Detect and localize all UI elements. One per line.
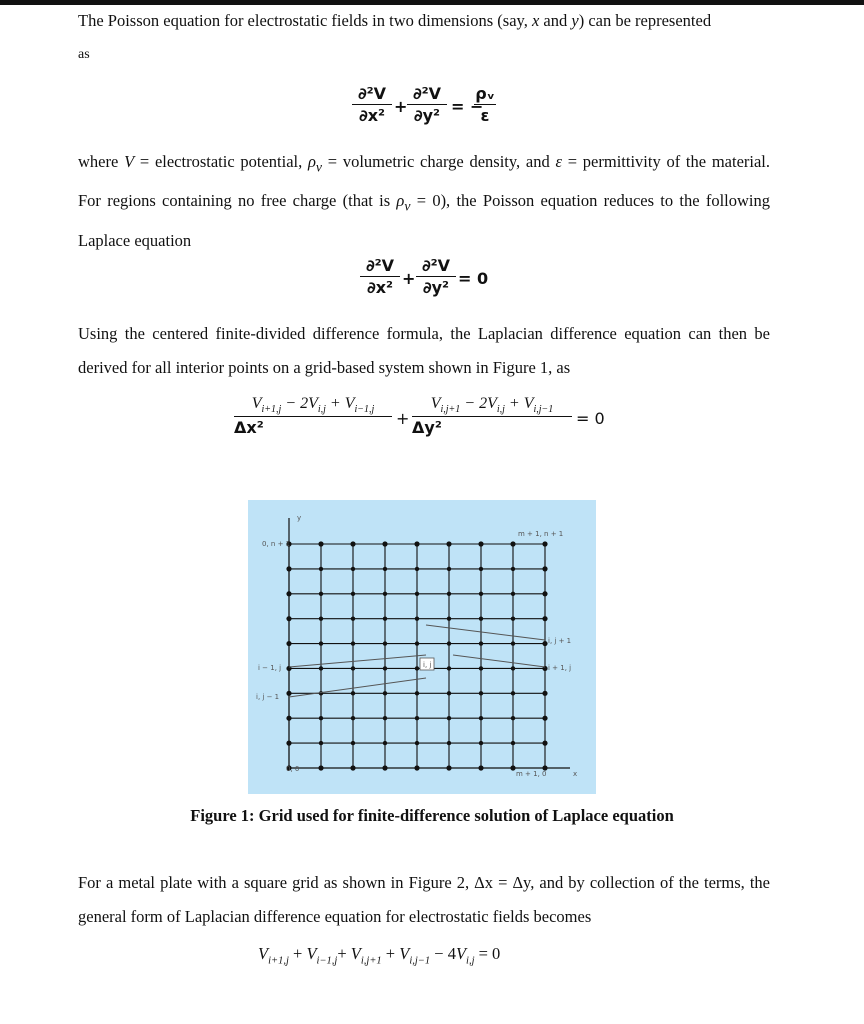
stencil-line-top	[426, 625, 545, 640]
grid-node	[479, 691, 483, 695]
fd-plus: +	[396, 409, 410, 428]
laplace-plus: +	[402, 269, 416, 288]
grid-node	[511, 641, 515, 645]
grid-node	[447, 567, 451, 571]
grid-node	[478, 765, 483, 770]
grid-node	[319, 666, 323, 670]
grid-node	[542, 716, 547, 721]
grid-node	[415, 616, 419, 620]
laplace-frac-y: $\frac{\text{∂²V}}{\text{∂y²}}$	[416, 256, 456, 297]
grid-node	[383, 716, 387, 720]
grid-node	[479, 666, 483, 670]
grid-diagram	[248, 500, 596, 794]
grid-node	[415, 641, 419, 645]
grid-node	[447, 716, 451, 720]
grid-node	[351, 716, 355, 720]
grid-node	[415, 691, 419, 695]
grid-node	[542, 616, 547, 621]
grid-node	[383, 666, 387, 670]
grid-node	[446, 765, 451, 770]
grid-node	[542, 641, 547, 646]
grid-node	[447, 641, 451, 645]
grid-node	[286, 741, 291, 746]
grid-node	[447, 666, 451, 670]
i-minus-label: i − 1, j	[258, 664, 282, 672]
grid-figure	[248, 500, 596, 794]
grid-node	[447, 741, 451, 745]
grid-node	[351, 641, 355, 645]
grid-node	[319, 616, 323, 620]
grid-node	[510, 765, 515, 770]
poisson-equals: = −	[451, 97, 484, 116]
grid-node	[318, 541, 323, 546]
fd-paragraph: Using the centered finite-divided difference formula, the Laplacian difference equation can then be derived for all interior points on a grid-based system shown in Figure 1, as	[78, 324, 770, 377]
grid-node	[511, 666, 515, 670]
stencil-line-right	[453, 655, 545, 667]
grid-node	[479, 641, 483, 645]
grid-node	[446, 541, 451, 546]
grid-node	[479, 616, 483, 620]
grid-node	[479, 741, 483, 745]
grid-node	[318, 765, 323, 770]
grid-node	[351, 592, 355, 596]
grid-node	[447, 616, 451, 620]
x-axis-label: x	[573, 770, 578, 778]
grid-node	[351, 741, 355, 745]
laplace-equals: = 0	[458, 269, 489, 288]
grid-node	[383, 616, 387, 620]
grid-node	[542, 591, 547, 596]
grid-node	[382, 541, 387, 546]
center-label: i, j	[423, 661, 432, 669]
bottom-right-label: m + 1, 0	[516, 770, 547, 778]
plate-paragraph: For a metal plate with a square grid as shown in Figure 2, Δx = Δy, and by collection of the terms, the general form of Laplacian difference equation for electrostatic fields becomes	[78, 873, 770, 926]
grid-node	[286, 566, 291, 571]
grid-node	[511, 567, 515, 571]
grid-node	[351, 567, 355, 571]
grid-node	[319, 716, 323, 720]
grid-node	[447, 691, 451, 695]
grid-node	[542, 691, 547, 696]
grid-node	[542, 566, 547, 571]
grid-node	[479, 716, 483, 720]
grid-node	[351, 616, 355, 620]
grid-node	[415, 592, 419, 596]
grid-node	[415, 741, 419, 745]
intro-paragraph: The Poisson equation for electrostatic fields in two dimensions (say, x and y) can be represented	[78, 11, 712, 30]
grid-node	[351, 666, 355, 670]
grid-node	[414, 765, 419, 770]
grid-node	[319, 567, 323, 571]
y-axis-label: y	[297, 514, 302, 522]
poisson-frac-rho: $\frac{\text{ρᵥ}}{\varepsilon}$	[475, 84, 495, 125]
stencil-line-bottom	[289, 678, 426, 697]
grid-node	[383, 592, 387, 596]
grid-node	[383, 691, 387, 695]
grid-node	[383, 567, 387, 571]
figure-caption: Figure 1: Grid used for finite-difference solution of Laplace equation	[190, 806, 674, 825]
grid-node	[447, 592, 451, 596]
grid-node	[511, 691, 515, 695]
grid-node	[542, 741, 547, 746]
i-plus-label: i + 1, j	[548, 664, 572, 672]
grid-node	[511, 741, 515, 745]
grid-node	[511, 716, 515, 720]
grid-node	[383, 641, 387, 645]
grid-node	[350, 765, 355, 770]
grid-node	[286, 641, 291, 646]
grid-node	[319, 691, 323, 695]
grid-node	[415, 716, 419, 720]
poisson-frac-x: $\frac{\text{∂²V}}{\text{∂x²}}$	[352, 84, 392, 125]
laplace-frac-x: $\frac{\text{∂²V}}{\text{∂x²}}$	[360, 256, 400, 297]
grid-node	[382, 765, 387, 770]
grid-node	[383, 741, 387, 745]
intro-paragraph-as: as	[78, 47, 90, 62]
poisson-frac-y: $\frac{\text{∂²V}}{\text{∂y²}}$	[407, 84, 447, 125]
grid-node	[350, 541, 355, 546]
grid-node	[479, 567, 483, 571]
grid-node	[319, 741, 323, 745]
grid-node	[511, 592, 515, 596]
grid-node	[542, 541, 547, 546]
grid-node	[286, 691, 291, 696]
where-paragraph: where V = electrostatic potential, $\rho_v$ = volumetric charge density, and ε = permittivity of the material. For regions containing no free charge (that is $\rho_v = 0$), the Poisson equation reduces to the following Laplace equation	[78, 152, 771, 250]
j-plus-label: i, j + 1	[548, 637, 572, 645]
grid-node	[286, 616, 291, 621]
j-minus-label: i, j − 1	[256, 693, 280, 701]
fd-equals: = 0	[576, 409, 605, 428]
grid-node	[414, 541, 419, 546]
stencil-line-left	[289, 655, 426, 667]
grid-node	[415, 666, 419, 670]
poisson-plus: +	[394, 97, 408, 116]
fd-frac-y: $\frac{V_{i,j+1} - 2V_{i,j} + V_{i,j-1}}{\text{Δy²}}$	[412, 395, 572, 417]
grid-node	[415, 567, 419, 571]
grid-node	[319, 641, 323, 645]
grid-node	[319, 592, 323, 596]
grid-node	[286, 716, 291, 721]
top-right-label: m + 1, n + 1	[518, 530, 564, 538]
origin-label: 0, 0	[286, 765, 300, 773]
fd-frac-x: $\frac{V_{i+1,j} - 2V_{i,j} + V_{i-1,j}}{\text{Δx²}}$	[234, 395, 392, 417]
top-left-label: 0, n + 1	[262, 540, 291, 548]
grid-node	[478, 541, 483, 546]
grid-node	[351, 691, 355, 695]
grid-node	[479, 592, 483, 596]
grid-node	[286, 591, 291, 596]
grid-node	[510, 541, 515, 546]
grid-node	[511, 616, 515, 620]
general-laplacian-equation: $V_{i+1,j} + V_{i-1,j}+ V_{i,j+1} + V_{i,j-1} - 4V_{i,j} = 0$	[258, 944, 501, 967]
